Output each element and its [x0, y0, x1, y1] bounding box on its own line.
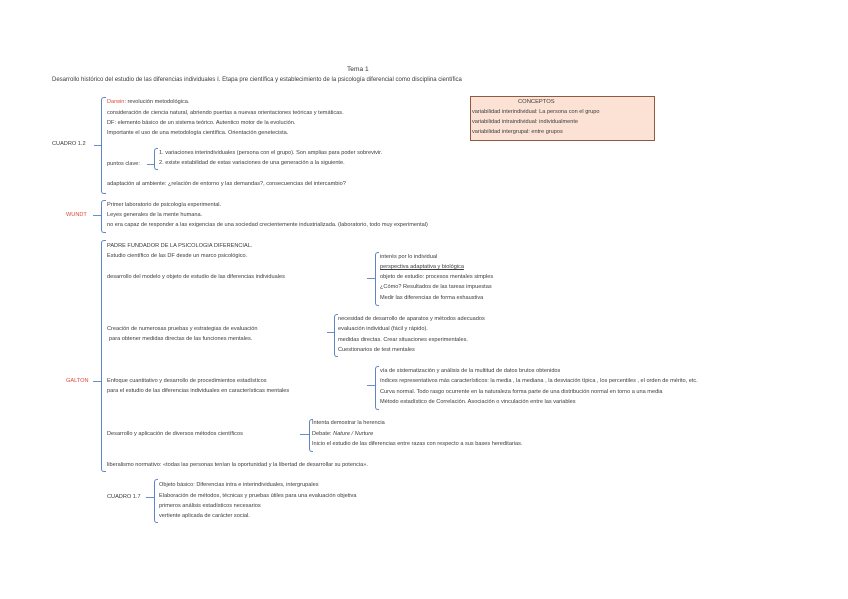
- connector-line: [94, 145, 101, 146]
- creacion-item: evaluación individual (fácil y rápido).: [338, 326, 428, 332]
- concepts-box: [470, 96, 655, 141]
- desarrollo-item: objeto de estudio: procesos mentales simples: [380, 274, 494, 280]
- desarrollo-item: Medir las diferencias de forma exhaustiva: [380, 295, 484, 301]
- page-title: Tema 1: [347, 66, 369, 73]
- cuadro-1-7-brace: [154, 479, 158, 523]
- wundt-line: Leyes generales de la mente humana.: [107, 212, 203, 218]
- cuadro-1-2-label: CUADRO 1.2: [52, 141, 86, 147]
- concept-item: variabilidad interindividual: La persona con el grupo: [472, 109, 600, 115]
- connector-line: [147, 164, 154, 165]
- connector-line: [327, 332, 334, 333]
- cuadro-1-2-brace: [101, 97, 106, 194]
- galton-brace: [101, 240, 106, 472]
- enfoque-item: índices representativos más característicos: la media , la mediana , la desviación típica , los percentiles , el orden de mérito, etc.: [380, 378, 698, 384]
- enfoque-brace: [375, 366, 379, 410]
- wundt-brace: [101, 200, 106, 233]
- cuadro17-item: vertiente aplicada de carácter social.: [159, 513, 250, 519]
- wundt-line: no era capaz de responder a las exigencias de una sociedad crecientemente industrializada. (laboratorio, todo muy experimental): [107, 222, 428, 228]
- galton-estudio: Estudio científico de las DF desde un marco psicológico.: [107, 253, 248, 259]
- connector-line: [146, 497, 154, 498]
- connector-line: [300, 434, 309, 435]
- punto-item: 2. existe estabilidad de estas variaciones de una generación a la siguiente.: [159, 160, 345, 166]
- cuadro12-line: Importante el uso de una metodología científica. Orientación genetecista.: [107, 130, 289, 136]
- debate-topic: Nature / Nurture: [333, 431, 374, 437]
- punto-item: 1. variaciones interindividuales (persona con el grupo). Son amplias para poder sobrevivir.: [159, 150, 383, 156]
- desarrollo-item: perspectiva adaptativa y biológica: [380, 264, 464, 270]
- debate-prefix: Debate:: [312, 431, 334, 437]
- galton-padre: PADRE FUNDADOR DE LA PSICOLOGIA DIFERENCIAL.: [107, 243, 253, 249]
- galton-aplicacion: Desarrollo y aplicación de diversos métodos científicos: [107, 431, 243, 437]
- connector-line: [93, 381, 101, 382]
- enfoque-item: Curva normal. Todo rasgo ocurrente en la naturaleza forma parte de una distribución normal en torno a una media: [380, 389, 663, 395]
- concept-item: variabilidad intergrupal: entre grupos: [472, 129, 563, 135]
- enfoque-item: Método estadístico de Correlación. Asociación o vinculación entre las variables: [380, 399, 576, 405]
- desarrollo-item: interés por lo individual: [380, 254, 438, 260]
- darwin-line: [107, 99, 189, 106]
- galton-desarrollo: desarrollo del modelo y objeto de estudio de las diferencias individuales: [107, 274, 285, 280]
- cuadro12-line: consideración de ciencia natural, abriendo puertas a nuevas orientaciones teóricas y temáticas.: [107, 110, 344, 116]
- cuadro-1-7-label: CUADRO 1.7: [107, 494, 141, 500]
- galton-creacion: para obtener medidas directas de las funciones mentales.: [109, 336, 253, 342]
- galton-liberalismo: liberalismo normativo: «todas las personas tenían la oportunidad y la libertad de desarrollar su potencia».: [107, 462, 368, 468]
- galton-label: GALTON: [66, 378, 89, 384]
- creacion-item: Cuestionarios de test mentales: [338, 347, 415, 353]
- puntos-clave-label: puntos clave:: [107, 161, 140, 167]
- wundt-line: Primer laboratorio de psicología experimental.: [107, 202, 222, 208]
- creacion-item: necesidad de desarrollo de aparatos y métodos adecuados: [338, 316, 485, 322]
- aplicacion-item-debate: [312, 431, 373, 438]
- desarrollo-item: ¿Cómo? Resultados de las tareas impuestas: [380, 284, 492, 290]
- page-subtitle: Desarrollo histórico del estudio de las diferencias individuales I. Etapa pre científica y establecimiento de la psicología diferencial como disciplina científica: [52, 77, 462, 83]
- desarrollo-brace: [375, 252, 379, 306]
- wundt-label: WUNDT: [66, 212, 87, 218]
- connector-line: [93, 215, 101, 216]
- concepts-title: CONCEPTOS: [518, 99, 555, 105]
- galton-enfoque: Enfoque cuantitativo y desarrollo de procedimientos estadísticos: [107, 378, 267, 384]
- galton-enfoque: para el estudio de las diferencias individuales en características mentales: [107, 388, 290, 394]
- connector-line: [367, 385, 375, 386]
- cuadro17-item: Elaboración de métodos, técnicas y pruebas útiles para una evaluación objetiva: [159, 493, 357, 499]
- darwin-name: Darwin: [107, 99, 125, 105]
- darwin-desc: : revolución metodológica.: [124, 99, 190, 105]
- aplicacion-item: Intenta demostrar la herencia: [312, 420, 385, 426]
- cuadro12-line: DF: elemento básico de un sistema teórico. Autentico motor de la evolución.: [107, 120, 296, 126]
- creacion-item: medidas directas. Crear situaciones experimentales.: [338, 337, 468, 343]
- galton-creacion: Creación de numerosas pruebas y estrategias de evaluación: [107, 326, 258, 332]
- puntos-brace: [154, 148, 158, 170]
- concept-item: variabilidad intraindividual: individualmente: [472, 119, 579, 125]
- adaptacion-line: adaptación al ambiente: ¿relación de entorno y las demandas?, consecuencias del intercambio?: [107, 181, 346, 187]
- cuadro17-item: Objeto básico: Diferencias intra e interindividuales, intergrupales: [159, 482, 319, 488]
- enfoque-item: vía de sistematización y análisis de la multitud de datos brutos obtenidos: [380, 368, 561, 374]
- connector-line: [367, 278, 375, 279]
- cuadro17-item: primeros análisis estadísticos necesarios: [159, 503, 261, 509]
- aplicacion-item: Inicio el estudio de las diferencias entre razas con respecto a sus bases hereditarias.: [312, 441, 523, 447]
